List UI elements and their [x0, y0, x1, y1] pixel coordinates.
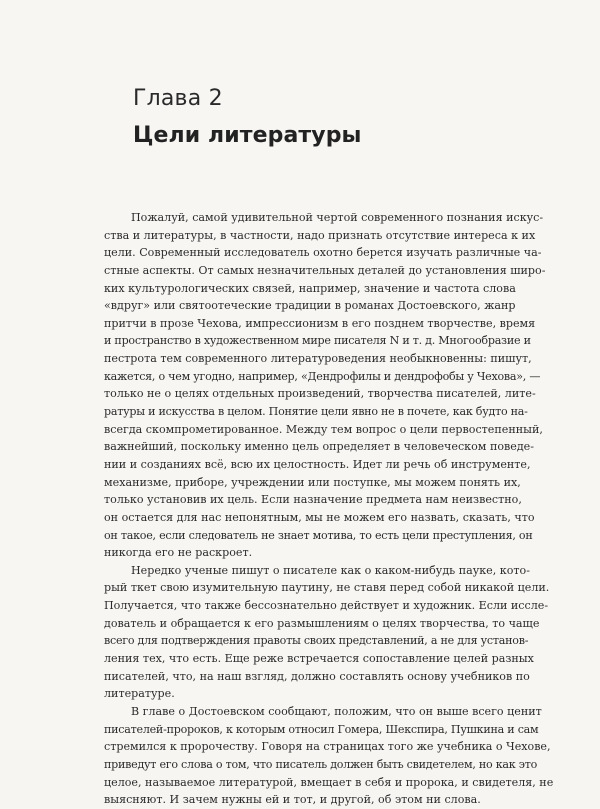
text-line: ления тех, что есть. Еще реже встречается сопоставление целей разных — [104, 652, 534, 666]
text-line: литературе. — [104, 687, 175, 701]
text-line: механизме, приборе, учреждении или поступке, мы можем понять их, — [104, 475, 521, 489]
text-line: приведут его слова о том, что писатель должен быть свидетелем, но как это — [104, 757, 538, 771]
text-line: ких культурологических связей, например, значение и частота слова — [104, 281, 516, 295]
text-line: никогда его не раскроет. — [104, 546, 253, 560]
text-line: притчи в прозе Чехова, импрессионизм в его позднем творчестве, время — [104, 316, 536, 330]
text-line: «вдруг» или святоотеческие традиции в романах Достоевского, жанр — [104, 299, 516, 313]
text-line: писателей-пророков, к которым относил Гомера, Шекспира, Пушкина и сам — [104, 722, 539, 736]
text-line: он такое, если следователь не знает мотива, то есть цели преступления, он — [104, 528, 533, 542]
text-line: он остается для нас непонятным, мы не можем его назвать, сказать, что — [104, 510, 535, 524]
text-line: нии и созданиях всё, всю их целостность. Идет ли речь об инструменте, — [104, 457, 531, 471]
text-line: Пожалуй, самой удивительной чертой современного познания искус- — [131, 211, 544, 224]
text-line: В главе о Достоевском сообщают, положим, что он выше всего ценит — [131, 704, 542, 718]
text-line: только не о целях отдельных произведений, творчества писателей, лите- — [104, 387, 536, 401]
text-line: и пространство в художественном мире писателя N и т. д. Многообразие и — [104, 334, 531, 348]
text-line: ства и литературы, в частности, надо признать отсутствие интереса к их — [104, 228, 536, 242]
text-line: Нередко ученые пишут о писателе как о каком-нибудь пауке, кото- — [131, 563, 530, 577]
text-line: целое, называемое литературой, вмещает в себя и пророка, и свидетеля, не — [104, 775, 554, 789]
text-line: стные аспекты. От самых незначительных деталей до установления широ- — [104, 263, 546, 277]
chapter-label: Глава 2 — [133, 86, 223, 111]
text-line: цели. Современный исследователь охотно берется изучать различные ча- — [104, 246, 542, 260]
text-line: писателей, что, на наш взгляд, должно составлять основу учебников по — [104, 669, 530, 683]
text-line: кажется, о чем угодно, например, «Дендрофилы и дендрофобы у Чехова», — — [104, 369, 541, 383]
text-line: Получается, что также бессознательно действует и художник. Если иссле- — [104, 599, 549, 613]
text-line: ратуры и искусства в целом. Понятие цели явно не в почете, как будто на- — [104, 405, 528, 419]
text-line: рый ткет свою изумительную паутину, не ставя перед собой никакой цели. — [104, 581, 550, 595]
text-line: выясняют. И зачем нужны ей и тот, и другой, об этом ни слова. — [104, 793, 481, 807]
text-line: только установив их цель. Если назначение предмета нам неизвестно, — [104, 493, 522, 507]
body-text — [104, 209, 554, 809]
text-line: стремился к пророчеству. Говоря на страницах того же учебника о Чехове, — [104, 740, 551, 754]
text-line: важнейший, поскольку именно цель определяет в человеческом поведе- — [104, 440, 534, 454]
text-line: пестрота тем современного литературоведения необыкновенны: пишут, — [104, 352, 532, 366]
chapter-title: Цели литературы — [133, 123, 362, 148]
text-line: всегда скомпрометированное. Между тем вопрос о цели первостепенный, — [104, 422, 543, 436]
text-line: всего для подтверждения правоты своих представлений, а не для установ- — [104, 634, 529, 648]
text-line: дователь и обращается к его размышлениям о целях творчества, то чаще — [104, 616, 540, 630]
